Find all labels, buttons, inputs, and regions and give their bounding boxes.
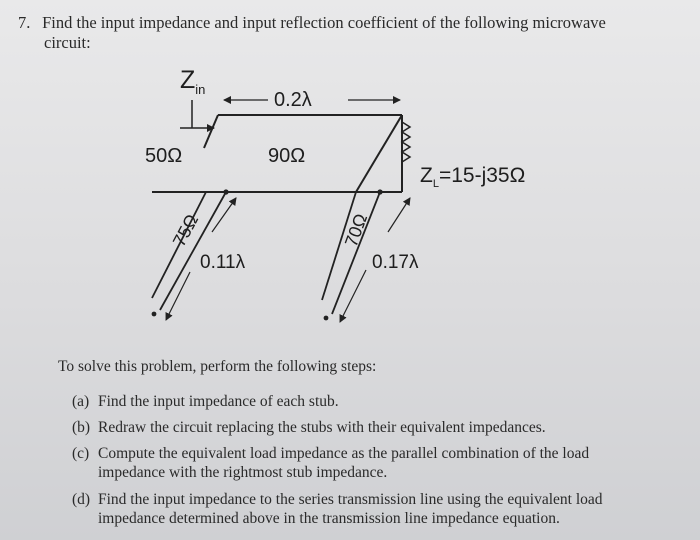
stub2-junction-dot <box>377 189 382 194</box>
step-key: (a) <box>72 393 90 410</box>
step-text: Compute the equivalent load impedance as the parallel combination of the load <box>98 445 590 462</box>
step-text: Find the input impedance of each stub. <box>98 393 339 410</box>
stub1-junction-dot <box>223 189 228 194</box>
stub1-end-dot <box>152 312 157 317</box>
load-impedance-label: $Z_L=15-j35\Omega$ <box>420 164 526 190</box>
line-impedance-label: 90Ω <box>268 145 306 167</box>
question-number: 7. <box>18 13 31 32</box>
step-c <box>72 444 682 463</box>
zin-label: $Z_{in}$ <box>180 66 206 97</box>
stub2-length-label: 0.17λ <box>372 252 419 273</box>
stub2-impedance-label: 70Ω <box>340 211 372 250</box>
question-text: Find the input impedance and input reflection coefficient of the following microwave <box>42 13 606 32</box>
step-b <box>72 418 682 437</box>
load-resistor <box>402 122 410 162</box>
instructions-intro: To solve this problem, perform the following steps: <box>58 358 377 375</box>
step-d <box>72 490 682 509</box>
step-text: Find the input impedance to the series transmission line using the equivalent load <box>98 491 603 508</box>
stub2-end-dot <box>324 316 329 321</box>
step-c-continued: impedance with the rightmost stub impedance. <box>98 464 388 481</box>
stub1-impedance-label: 75Ω <box>168 210 203 250</box>
step-key: (c) <box>72 445 90 462</box>
question-text-continued: circuit: <box>44 33 91 52</box>
source-impedance-label: 50Ω <box>145 145 183 167</box>
step-key: (b) <box>72 419 91 436</box>
step-a <box>72 392 682 411</box>
step-key: (d) <box>72 491 91 508</box>
line-length-label: 0.2λ <box>274 89 312 111</box>
stub1-length-label: 0.11λ <box>200 252 246 273</box>
stub2-length-arrow-down <box>340 270 366 322</box>
stub1-lines <box>152 192 226 310</box>
step-d-continued: impedance determined above in the transmission line impedance equation. <box>98 510 560 527</box>
step-text: Redraw the circuit replacing the stubs with their equivalent impedances. <box>98 419 546 436</box>
stub1-length-arrow-up <box>212 198 236 232</box>
input-port-marker <box>180 100 214 128</box>
stub2-length-arrow-up <box>388 198 410 232</box>
